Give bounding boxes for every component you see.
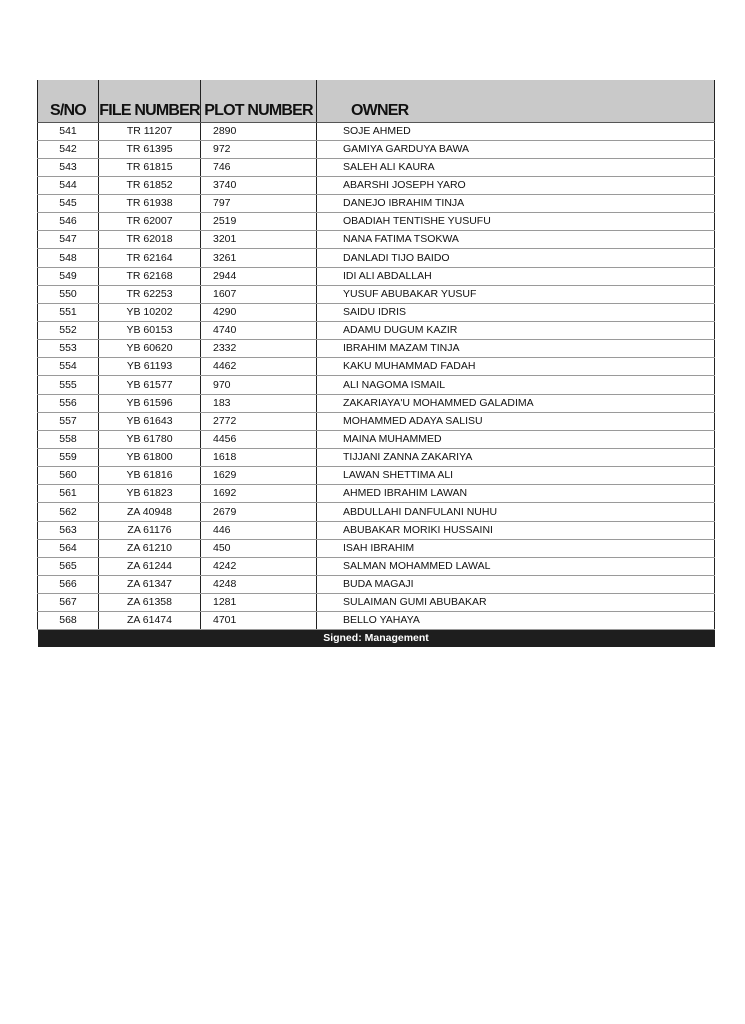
row-sno: 568	[38, 612, 99, 630]
table-row	[38, 594, 715, 612]
table-row	[38, 539, 715, 557]
row-file-number: YB 61800	[99, 449, 201, 467]
row-sno: 543	[38, 158, 99, 176]
row-file-number: YB 10202	[99, 303, 201, 321]
table-row	[38, 213, 715, 231]
row-sno: 560	[38, 467, 99, 485]
row-plot-number: 2679	[201, 503, 317, 521]
row-file-number: TR 61852	[99, 176, 201, 194]
row-file-number: ZA 61244	[99, 557, 201, 575]
row-plot-number: 4740	[201, 322, 317, 340]
row-owner: ABUBAKAR MORIKI HUSSAINI	[317, 521, 715, 539]
row-sno: 551	[38, 303, 99, 321]
row-owner: BELLO YAHAYA	[317, 612, 715, 630]
row-sno: 555	[38, 376, 99, 394]
table-row	[38, 485, 715, 503]
row-file-number: ZA 40948	[99, 503, 201, 521]
row-file-number: YB 60153	[99, 322, 201, 340]
table-row	[38, 449, 715, 467]
table-footer	[38, 630, 715, 648]
row-owner: DANEJO IBRAHIM TINJA	[317, 195, 715, 213]
row-plot-number: 2772	[201, 412, 317, 430]
table-body	[38, 122, 715, 630]
row-file-number: YB 61816	[99, 467, 201, 485]
table-row	[38, 176, 715, 194]
row-file-number: YB 61643	[99, 412, 201, 430]
row-sno: 566	[38, 576, 99, 594]
row-plot-number: 1692	[201, 485, 317, 503]
row-sno: 546	[38, 213, 99, 231]
table-row	[38, 612, 715, 630]
row-sno: 559	[38, 449, 99, 467]
header-row	[38, 80, 715, 122]
table-header	[38, 80, 715, 122]
row-sno: 541	[38, 122, 99, 140]
row-file-number: YB 60620	[99, 340, 201, 358]
row-plot-number: 3740	[201, 176, 317, 194]
row-plot-number: 2332	[201, 340, 317, 358]
row-owner: LAWAN SHETTIMA ALI	[317, 467, 715, 485]
row-owner: NANA FATIMA TSOKWA	[317, 231, 715, 249]
row-sno: 558	[38, 430, 99, 448]
header-owner: OWNER	[317, 80, 715, 122]
row-owner: SAIDU IDRIS	[317, 303, 715, 321]
row-plot-number: 4248	[201, 576, 317, 594]
row-owner: BUDA MAGAJI	[317, 576, 715, 594]
row-plot-number: 4701	[201, 612, 317, 630]
row-sno: 547	[38, 231, 99, 249]
footer-row	[38, 630, 715, 648]
row-sno: 563	[38, 521, 99, 539]
row-sno: 548	[38, 249, 99, 267]
row-owner: ABDULLAHI DANFULANI NUHU	[317, 503, 715, 521]
row-sno: 567	[38, 594, 99, 612]
row-plot-number: 797	[201, 195, 317, 213]
row-owner: OBADIAH TENTISHE YUSUFU	[317, 213, 715, 231]
row-file-number: TR 62168	[99, 267, 201, 285]
table-row	[38, 430, 715, 448]
row-plot-number: 1607	[201, 285, 317, 303]
row-file-number: TR 61815	[99, 158, 201, 176]
row-file-number: ZA 61347	[99, 576, 201, 594]
header-plot-number: PLOT NUMBER	[201, 80, 317, 122]
row-file-number: YB 61596	[99, 394, 201, 412]
row-sno: 550	[38, 285, 99, 303]
row-file-number: YB 61823	[99, 485, 201, 503]
row-sno: 557	[38, 412, 99, 430]
table-row	[38, 340, 715, 358]
row-owner: MAINA MUHAMMED	[317, 430, 715, 448]
table-row	[38, 503, 715, 521]
header-sno: S/NO	[38, 80, 99, 122]
row-sno: 542	[38, 140, 99, 158]
row-plot-number: 450	[201, 539, 317, 557]
row-file-number: YB 61193	[99, 358, 201, 376]
row-plot-number: 4462	[201, 358, 317, 376]
table-row	[38, 521, 715, 539]
row-plot-number: 3201	[201, 231, 317, 249]
table-row	[38, 467, 715, 485]
row-plot-number: 3261	[201, 249, 317, 267]
row-owner: ABARSHI JOSEPH YARO	[317, 176, 715, 194]
table-row	[38, 249, 715, 267]
row-file-number: TR 62164	[99, 249, 201, 267]
row-owner: IDI ALI ABDALLAH	[317, 267, 715, 285]
table-row	[38, 557, 715, 575]
plot-allocation-table	[37, 80, 715, 647]
row-file-number: YB 61780	[99, 430, 201, 448]
row-owner: IBRAHIM MAZAM TINJA	[317, 340, 715, 358]
row-sno: 554	[38, 358, 99, 376]
table-row	[38, 140, 715, 158]
table-row	[38, 412, 715, 430]
row-file-number: TR 61395	[99, 140, 201, 158]
table-row	[38, 158, 715, 176]
row-sno: 562	[38, 503, 99, 521]
table-row	[38, 195, 715, 213]
row-file-number: ZA 61358	[99, 594, 201, 612]
row-owner: GAMIYA GARDUYA BAWA	[317, 140, 715, 158]
row-plot-number: 446	[201, 521, 317, 539]
row-owner: YUSUF ABUBAKAR YUSUF	[317, 285, 715, 303]
row-sno: 544	[38, 176, 99, 194]
table-row	[38, 322, 715, 340]
row-sno: 553	[38, 340, 99, 358]
row-owner: ISAH IBRAHIM	[317, 539, 715, 557]
row-plot-number: 1629	[201, 467, 317, 485]
row-owner: DANLADI TIJO BAIDO	[317, 249, 715, 267]
row-file-number: ZA 61474	[99, 612, 201, 630]
row-file-number: TR 62018	[99, 231, 201, 249]
table-row	[38, 358, 715, 376]
row-plot-number: 1281	[201, 594, 317, 612]
row-owner: AHMED IBRAHIM LAWAN	[317, 485, 715, 503]
table-row	[38, 303, 715, 321]
row-file-number: TR 61938	[99, 195, 201, 213]
row-owner: ALI NAGOMA ISMAIL	[317, 376, 715, 394]
row-plot-number: 2519	[201, 213, 317, 231]
row-owner: KAKU MUHAMMAD FADAH	[317, 358, 715, 376]
row-owner: ZAKARIAYA'U MOHAMMED GALADIMA	[317, 394, 715, 412]
table-row	[38, 394, 715, 412]
row-sno: 561	[38, 485, 99, 503]
table-row	[38, 376, 715, 394]
row-plot-number: 746	[201, 158, 317, 176]
signed-by-label: Signed: Management	[38, 630, 715, 648]
row-file-number: ZA 61176	[99, 521, 201, 539]
row-plot-number: 2890	[201, 122, 317, 140]
row-plot-number: 4456	[201, 430, 317, 448]
row-file-number: TR 62007	[99, 213, 201, 231]
row-sno: 549	[38, 267, 99, 285]
row-owner: SALMAN MOHAMMED LAWAL	[317, 557, 715, 575]
table-row	[38, 576, 715, 594]
row-plot-number: 970	[201, 376, 317, 394]
row-sno: 564	[38, 539, 99, 557]
row-owner: SALEH ALI KAURA	[317, 158, 715, 176]
row-plot-number: 1618	[201, 449, 317, 467]
row-sno: 565	[38, 557, 99, 575]
row-file-number: YB 61577	[99, 376, 201, 394]
row-owner: TIJJANI ZANNA ZAKARIYA	[317, 449, 715, 467]
table-row	[38, 122, 715, 140]
row-plot-number: 4290	[201, 303, 317, 321]
row-owner: MOHAMMED ADAYA SALISU	[317, 412, 715, 430]
row-plot-number: 972	[201, 140, 317, 158]
row-sno: 556	[38, 394, 99, 412]
header-file-number: FILE NUMBER	[99, 80, 201, 122]
row-sno: 545	[38, 195, 99, 213]
row-file-number: TR 11207	[99, 122, 201, 140]
table-row	[38, 267, 715, 285]
row-owner: ADAMU DUGUM KAZIR	[317, 322, 715, 340]
row-file-number: TR 62253	[99, 285, 201, 303]
row-owner: SULAIMAN GUMI ABUBAKAR	[317, 594, 715, 612]
table-row	[38, 285, 715, 303]
row-plot-number: 183	[201, 394, 317, 412]
row-plot-number: 2944	[201, 267, 317, 285]
row-plot-number: 4242	[201, 557, 317, 575]
row-file-number: ZA 61210	[99, 539, 201, 557]
row-sno: 552	[38, 322, 99, 340]
table-row	[38, 231, 715, 249]
row-owner: SOJE AHMED	[317, 122, 715, 140]
